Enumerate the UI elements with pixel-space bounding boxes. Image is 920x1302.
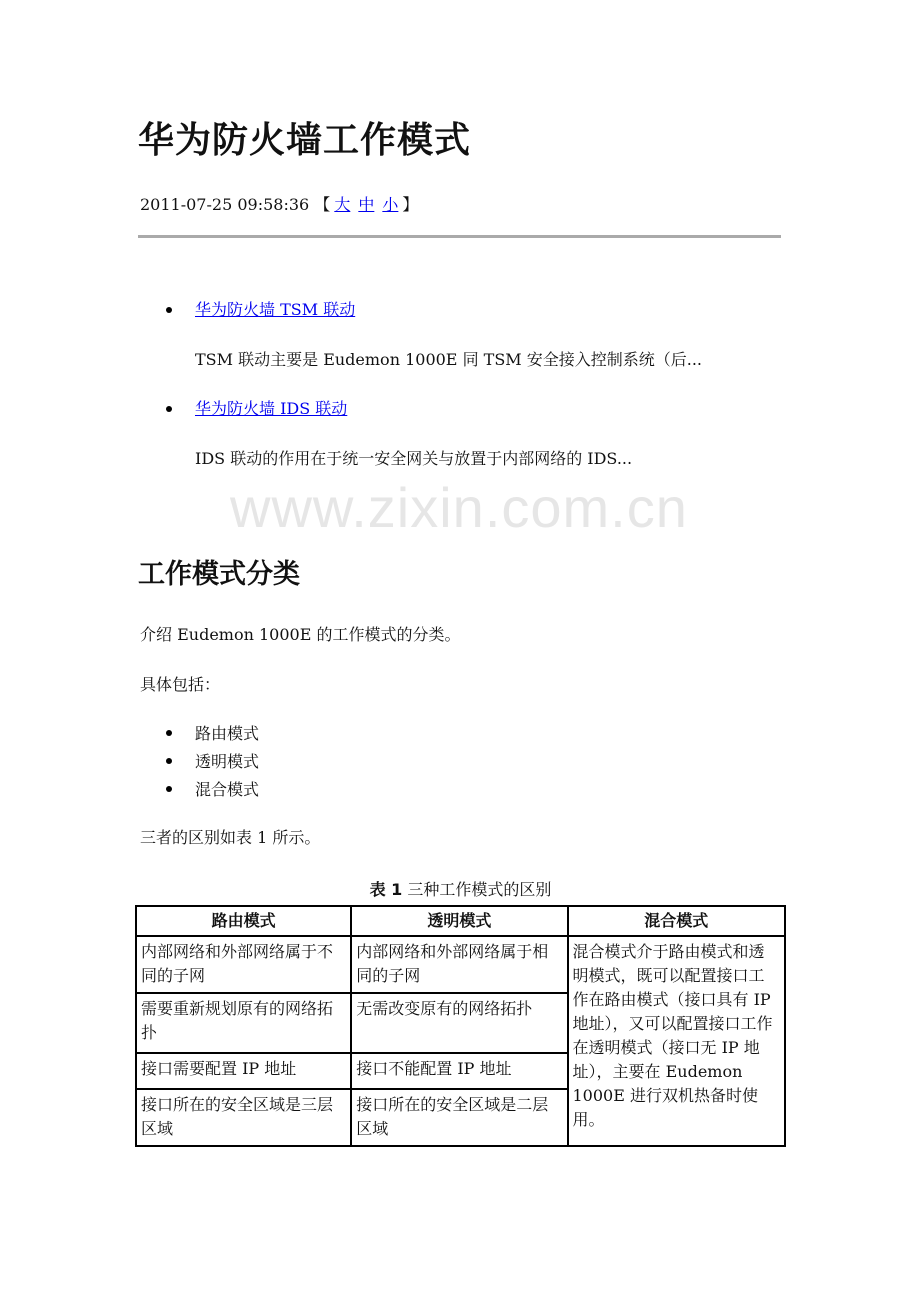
mode-item: 路由模式 xyxy=(195,724,260,743)
bullet-icon xyxy=(166,758,172,764)
header-cell: 透明模式 xyxy=(351,906,567,936)
header-cell: 路由模式 xyxy=(136,906,351,936)
bracket: 】 xyxy=(402,195,419,214)
related-link-ids[interactable]: 华为防火墙 IDS 联动 xyxy=(195,399,348,418)
font-size-small-link[interactable]: 小 xyxy=(382,195,399,214)
table-cell: 接口所在的安全区域是三层区域 xyxy=(136,1089,351,1146)
table-cell: 接口需要配置 IP 地址 xyxy=(136,1053,351,1089)
table-cell: 接口所在的安全区域是二层区域 xyxy=(351,1089,567,1146)
mode-item: 混合模式 xyxy=(195,780,260,799)
table-header-row xyxy=(136,906,785,936)
diff-text: 三者的区别如表 1 所示。 xyxy=(140,828,321,847)
related-summary: TSM 联动主要是 Eudemon 1000E 同 TSM 安全接入控制系统（后... xyxy=(195,350,703,369)
table-row xyxy=(136,936,785,993)
table-cell: 接口不能配置 IP 地址 xyxy=(351,1053,567,1089)
table-cell-mixed: 混合模式介于路由模式和透明模式，既可以配置接口工作在路由模式（接口具有 IP 地址），又可以配置接口工作在透明模式（接口无 IP 地址），主要在 Eudemon 1000E 进行双机热备时使用。 xyxy=(568,936,786,1146)
related-summary: IDS 联动的作用在于统一安全网关与放置于内部网络的 IDS... xyxy=(195,449,633,468)
bracket: 【 xyxy=(314,195,331,214)
table-cell: 无需改变原有的网络拓扑 xyxy=(351,993,567,1053)
table-cell: 内部网络和外部网络属于不同的子网 xyxy=(136,936,351,993)
bullet-icon xyxy=(166,406,172,412)
divider xyxy=(138,235,781,238)
related-link-tsm[interactable]: 华为防火墙 TSM 联动 xyxy=(195,300,356,319)
watermark: www.zixin.com.cn xyxy=(230,476,688,539)
font-size-medium-link[interactable]: 中 xyxy=(358,195,375,214)
caption-label: 表 1 xyxy=(369,880,403,899)
modes-table xyxy=(135,905,786,1147)
mode-item: 透明模式 xyxy=(195,752,260,771)
bullet-icon xyxy=(166,786,172,792)
bullet-icon xyxy=(166,307,172,313)
header-cell: 混合模式 xyxy=(568,906,786,936)
table-caption xyxy=(135,877,786,900)
font-size-large-link[interactable]: 大 xyxy=(334,195,351,214)
intro-text: 介绍 Eudemon 1000E 的工作模式的分类。 xyxy=(140,625,461,644)
table-cell: 需要重新规划原有的网络拓扑 xyxy=(136,993,351,1053)
article-meta xyxy=(140,192,418,215)
bullet-icon xyxy=(166,730,172,736)
datetime: 2011-07-25 09:58:36 xyxy=(140,195,310,214)
includes-label: 具体包括： xyxy=(140,675,221,694)
section-heading: 工作模式分类 xyxy=(138,559,300,590)
page-title: 华为防火墙工作模式 xyxy=(138,120,472,161)
caption-text: 三种工作模式的区别 xyxy=(407,880,552,899)
table-cell: 内部网络和外部网络属于相同的子网 xyxy=(351,936,567,993)
